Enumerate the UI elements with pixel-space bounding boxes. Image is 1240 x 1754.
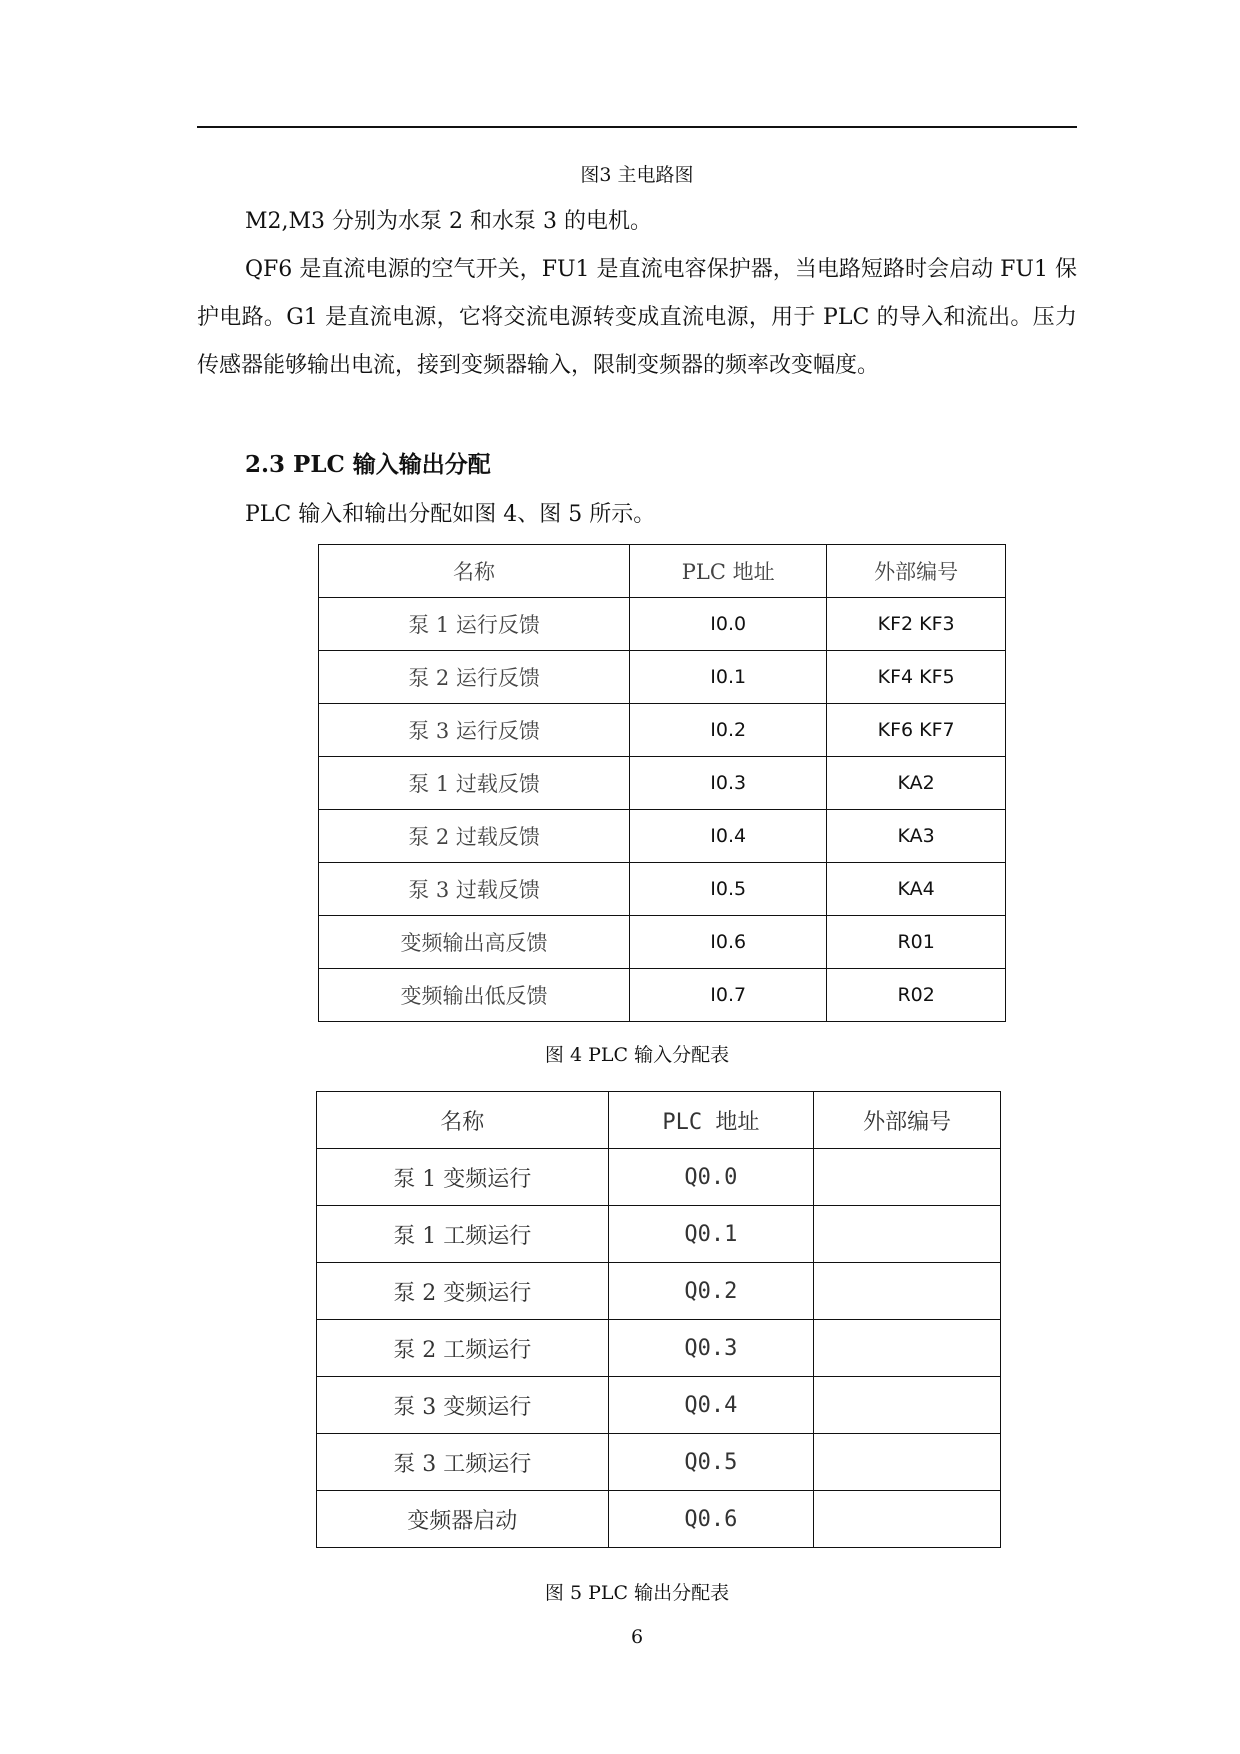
table-cell: I0.7 — [630, 969, 827, 1022]
table-cell: 泵 3 变频运行 — [317, 1377, 609, 1434]
table-row — [317, 1206, 1001, 1263]
table-row — [317, 1491, 1001, 1548]
table-cell: 泵 1 工频运行 — [317, 1206, 609, 1263]
table-row — [317, 1320, 1001, 1377]
table-cell: I0.5 — [630, 863, 827, 916]
table-row — [319, 916, 1006, 969]
table-cell: I0.6 — [630, 916, 827, 969]
table-row — [317, 1149, 1001, 1206]
paragraph-intro: PLC 输入和输出分配如图 4、图 5 所示。 — [245, 502, 656, 527]
table-cell: Q0.6 — [608, 1491, 814, 1548]
table-cell: KF2 KF3 — [827, 598, 1006, 651]
table-header-row — [319, 545, 1006, 598]
page-number: 6 — [630, 1626, 644, 1648]
table-cell: I0.3 — [630, 757, 827, 810]
table-cell: 泵 3 过载反馈 — [319, 863, 630, 916]
table-cell — [814, 1320, 1001, 1377]
table-cell: 泵 2 运行反馈 — [319, 651, 630, 704]
table-row — [319, 810, 1006, 863]
table-cell — [814, 1377, 1001, 1434]
table-cell: 泵 1 变频运行 — [317, 1149, 609, 1206]
table-cell: I0.0 — [630, 598, 827, 651]
paragraph-power: QF6 是直流电源的空气开关，FU1 是直流电容保护器，当电路短路时会启动 FU1 保护电路。G1 是直流电源，它将交流电源转变成直流电源，用于 PLC 的导入和流出。压力传感器能够输出电流，接到变频器输入，限制变频器的频率改变幅度。 — [197, 257, 1077, 378]
header-rule — [197, 126, 1077, 128]
output-allocation-table — [316, 1091, 1001, 1548]
table-row — [317, 1263, 1001, 1320]
table-cell: KA4 — [827, 863, 1006, 916]
section-heading: 2.3 PLC 输入输出分配 — [245, 451, 491, 478]
table-row — [319, 651, 1006, 704]
table-row — [319, 757, 1006, 810]
table-cell — [814, 1434, 1001, 1491]
table-cell: 变频输出高反馈 — [319, 916, 630, 969]
table-cell: PLC 地址 — [608, 1092, 814, 1149]
table-cell: 变频器启动 — [317, 1491, 609, 1548]
table-cell: 泵 3 运行反馈 — [319, 704, 630, 757]
table-row — [319, 704, 1006, 757]
table-cell: KA2 — [827, 757, 1006, 810]
table-cell: 名称 — [317, 1092, 609, 1149]
table-cell: R02 — [827, 969, 1006, 1022]
table-cell: 名称 — [319, 545, 630, 598]
table-cell: Q0.5 — [608, 1434, 814, 1491]
table-cell: I0.2 — [630, 704, 827, 757]
table-cell: 外部编号 — [827, 545, 1006, 598]
table-row — [317, 1434, 1001, 1491]
table-row — [319, 969, 1006, 1022]
table-cell: 变频输出低反馈 — [319, 969, 630, 1022]
table-cell: Q0.1 — [608, 1206, 814, 1263]
figure-4-caption: 图 4 PLC 输入分配表 — [544, 1044, 730, 1066]
table-cell: 泵 2 过载反馈 — [319, 810, 630, 863]
table-cell: 泵 1 过载反馈 — [319, 757, 630, 810]
table-cell: Q0.3 — [608, 1320, 814, 1377]
table-cell: Q0.4 — [608, 1377, 814, 1434]
table-row — [317, 1377, 1001, 1434]
table-cell — [814, 1149, 1001, 1206]
table-cell: I0.1 — [630, 651, 827, 704]
table-row — [319, 863, 1006, 916]
table-cell — [814, 1491, 1001, 1548]
table-cell: 泵 1 运行反馈 — [319, 598, 630, 651]
input-allocation-table — [318, 544, 1006, 1022]
table-cell: 泵 2 工频运行 — [317, 1320, 609, 1377]
table-cell: KF4 KF5 — [827, 651, 1006, 704]
table-cell: PLC 地址 — [630, 545, 827, 598]
figure-5-caption: 图 5 PLC 输出分配表 — [544, 1582, 730, 1604]
table-row — [319, 598, 1006, 651]
table-cell: 泵 3 工频运行 — [317, 1434, 609, 1491]
table-cell: Q0.0 — [608, 1149, 814, 1206]
table-cell: R01 — [827, 916, 1006, 969]
table-header-row — [317, 1092, 1001, 1149]
table-cell: KF6 KF7 — [827, 704, 1006, 757]
table-cell: KA3 — [827, 810, 1006, 863]
table-cell: 泵 2 变频运行 — [317, 1263, 609, 1320]
table-cell: I0.4 — [630, 810, 827, 863]
paragraph-motors: M2,M3 分别为水泵 2 和水泵 3 的电机。 — [245, 209, 653, 234]
table-cell — [814, 1206, 1001, 1263]
table-cell: 外部编号 — [814, 1092, 1001, 1149]
figure-3-caption: 图3 主电路图 — [580, 164, 694, 186]
table-cell — [814, 1263, 1001, 1320]
table-cell: Q0.2 — [608, 1263, 814, 1320]
